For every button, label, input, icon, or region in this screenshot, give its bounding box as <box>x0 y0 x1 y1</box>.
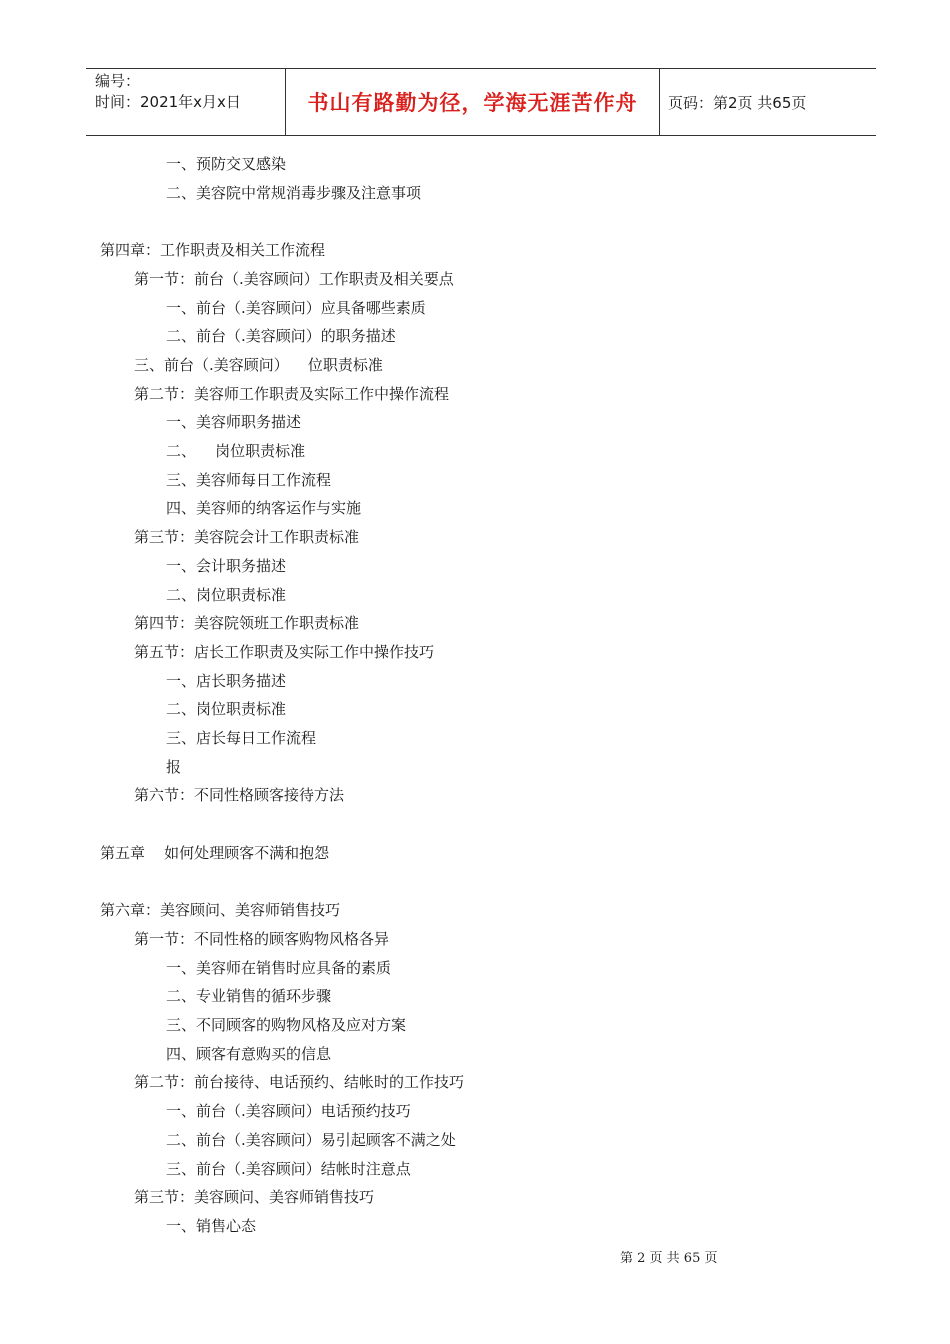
toc-section: 第一节：前台（.美容顾问）工作职责及相关要点 <box>134 269 454 288</box>
toc-chapter: 第六章：美容顾问、美容师销售技巧 <box>100 901 341 920</box>
header-motto: 书山有路勤为径，学海无涯苦作舟 <box>286 69 660 135</box>
toc-item: 三、前台（.美容顾问）结帐时注意点 <box>166 1159 411 1178</box>
toc-section: 第二节：前台接待、电话预约、结帐时的工作技巧 <box>134 1073 465 1092</box>
document-time-label: 时间：2021年x月x日 <box>95 93 241 111</box>
toc-item: 一、前台（.美容顾问）应具备哪些素质 <box>166 298 426 317</box>
toc-item: 四、顾客有意购买的信息 <box>166 1044 332 1063</box>
toc-item: 报 <box>166 757 182 776</box>
header-page-info: 页码：第2页 共65页 <box>668 93 807 112</box>
toc-chapter: 第四章：工作职责及相关工作流程 <box>100 241 326 260</box>
toc-chapter: 第五章 如何处理顾客不满和抱怨 <box>100 843 330 862</box>
toc-item: 二、 岗位职责标准 <box>166 442 306 460</box>
toc-item: 一、美容师在销售时应具备的素质 <box>166 958 392 977</box>
toc-section: 第五节：店长工作职责及实际工作中操作技巧 <box>134 642 435 661</box>
toc-item: 三、不同顾客的购物风格及应对方案 <box>166 1016 407 1034</box>
document-number-label: 编号： <box>95 72 141 90</box>
toc-section: 第六节：不同性格顾客接待方法 <box>134 786 345 805</box>
toc-item: 一、店长职务描述 <box>166 671 287 690</box>
toc-item: 一、美容师职务描述 <box>166 413 302 432</box>
toc-section: 第二节：美容师工作职责及实际工作中操作流程 <box>134 384 450 403</box>
toc-item: 二、美容院中常规消毒步骤及注意事项 <box>166 183 422 202</box>
toc-item: 二、岗位职责标准 <box>166 700 287 719</box>
toc-section: 第一节：不同性格的顾客购物风格各异 <box>134 929 390 948</box>
toc-item: 二、岗位职责标准 <box>166 585 287 604</box>
toc-item: 二、专业销售的循环步骤 <box>166 987 332 1006</box>
toc-section: 第三节：美容院会计工作职责标准 <box>134 528 360 547</box>
toc-item: 一、会计职务描述 <box>166 556 287 575</box>
toc-item: 三、美容师每日工作流程 <box>166 470 332 489</box>
toc-section: 三、前台（.美容顾问） 位职责标准 <box>134 355 383 374</box>
toc-item: 二、前台（.美容顾问）的职务描述 <box>166 327 396 346</box>
page-header <box>86 68 876 136</box>
header-meta <box>86 69 286 135</box>
toc-item: 一、前台（.美容顾问）电话预约技巧 <box>166 1102 411 1121</box>
toc-item: 二、前台（.美容顾问）易引起顾客不满之处 <box>166 1130 456 1149</box>
toc-section: 第三节：美容顾问、美容师销售技巧 <box>134 1188 375 1207</box>
toc-item: 一、预防交叉感染 <box>166 155 287 173</box>
toc-item: 四、美容师的纳客运作与实施 <box>166 499 362 518</box>
toc-section: 第四节：美容院领班工作职责标准 <box>134 614 360 633</box>
toc-item: 一、销售心态 <box>166 1216 257 1235</box>
toc-item: 三、店长每日工作流程 <box>166 729 317 747</box>
page-footer: 第 2 页 共 65 页 <box>620 1251 718 1266</box>
